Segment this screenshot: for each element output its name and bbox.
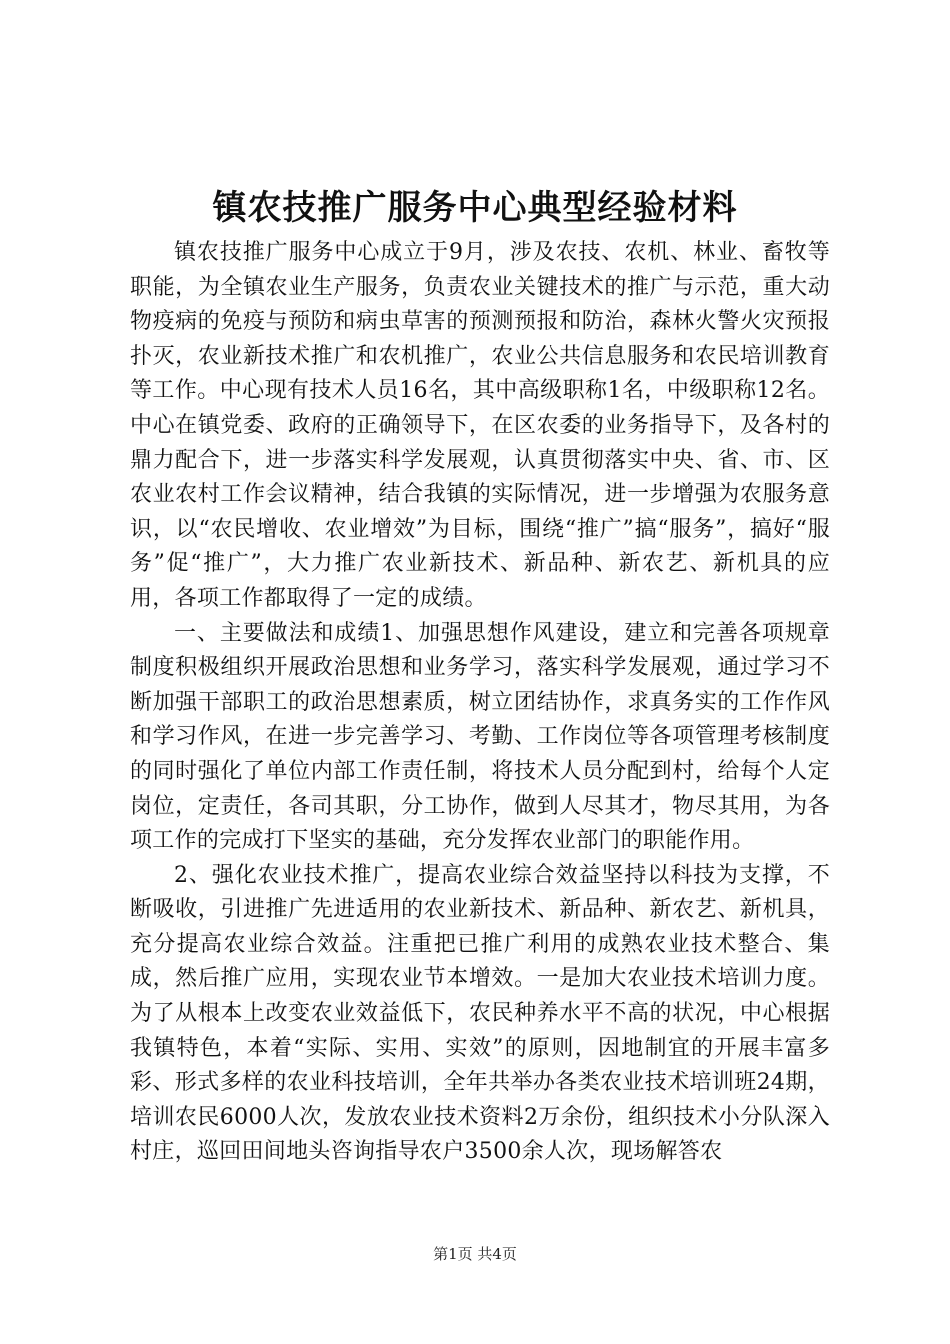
paragraph-section-2: 2、强化农业技术推广，提高农业综合效益坚持以科技为支撑，不断吸收，引进推广先进适用的农业新技术、新品种、新农艺、新机具，充分提高农业综合效益。注重把已推广利用的成熟农业技术整合、集成，然后推广应用，实现农业节本增效。一是加大农业技术培训力度。为了从根本上改变农业效益低下，农民种养水平不高的状况，中心根据我镇特色，本着“实际、实用、实效”的原则，因地制宜的开展丰富多彩、形式多样的农业科技培训，全年共举办各类农业技术培训班24期，培训农民6000人次，发放农业技术资料2万余份，组织技术小分队深入村庄，巡回田间地头咨询指导农户3500余人次，现场解答农 <box>130 862 830 1165</box>
document-title: 镇农技推广服务中心典型经验材料 <box>212 188 738 228</box>
document-body <box>130 236 830 1170</box>
page-number: 第1页 共4页 <box>433 1245 517 1263</box>
paragraph-intro: 镇农技推广服务中心成立于9月，涉及农技、农机、林业、畜牧等职能，为全镇农业生产服务，负责农业关键技术的推广与示范，重大动物疫病的免疫与预防和病虫草害的预测预报和防治，森林火警火灾预报扑灭，农业新技术推广和农机推广，农业公共信息服务和农民培训教育等工作。中心现有技术人员16名，其中高级职称1名，中级职称12名。中心在镇党委、政府的正确领导下，在区农委的业务指导下，及各村的鼎力配合下，进一步落实科学发展观，认真贯彻落实中央、省、市、区农业农村工作会议精神，结合我镇的实际情况，进一步增强为农服务意识，以“农民增收、农业增效”为目标，围绕“推广”搞“服务”，搞好“服务”促“推广”，大力推广农业新技术、新品种、新农艺、新机具的应用，各项工作都取得了一定的成绩。 <box>130 240 830 611</box>
paragraph-section-1: 一、主要做法和成绩1、加强思想作风建设，建立和完善各项规章制度积极组织开展政治思想和业务学习，落实科学发展观，通过学习不断加强干部职工的政治思想素质，树立团结协作，求真务实的工作作风和学习作风，在进一步完善学习、考勤、工作岗位等各项管理考核制度的同时强化了单位内部工作责任制，将技术人员分配到村，给每个人定岗位，定责任，各司其职，分工协作，做到人尽其才，物尽其用，为各项工作的完成打下坚实的基础，充分发挥农业部门的职能作用。 <box>130 620 830 854</box>
